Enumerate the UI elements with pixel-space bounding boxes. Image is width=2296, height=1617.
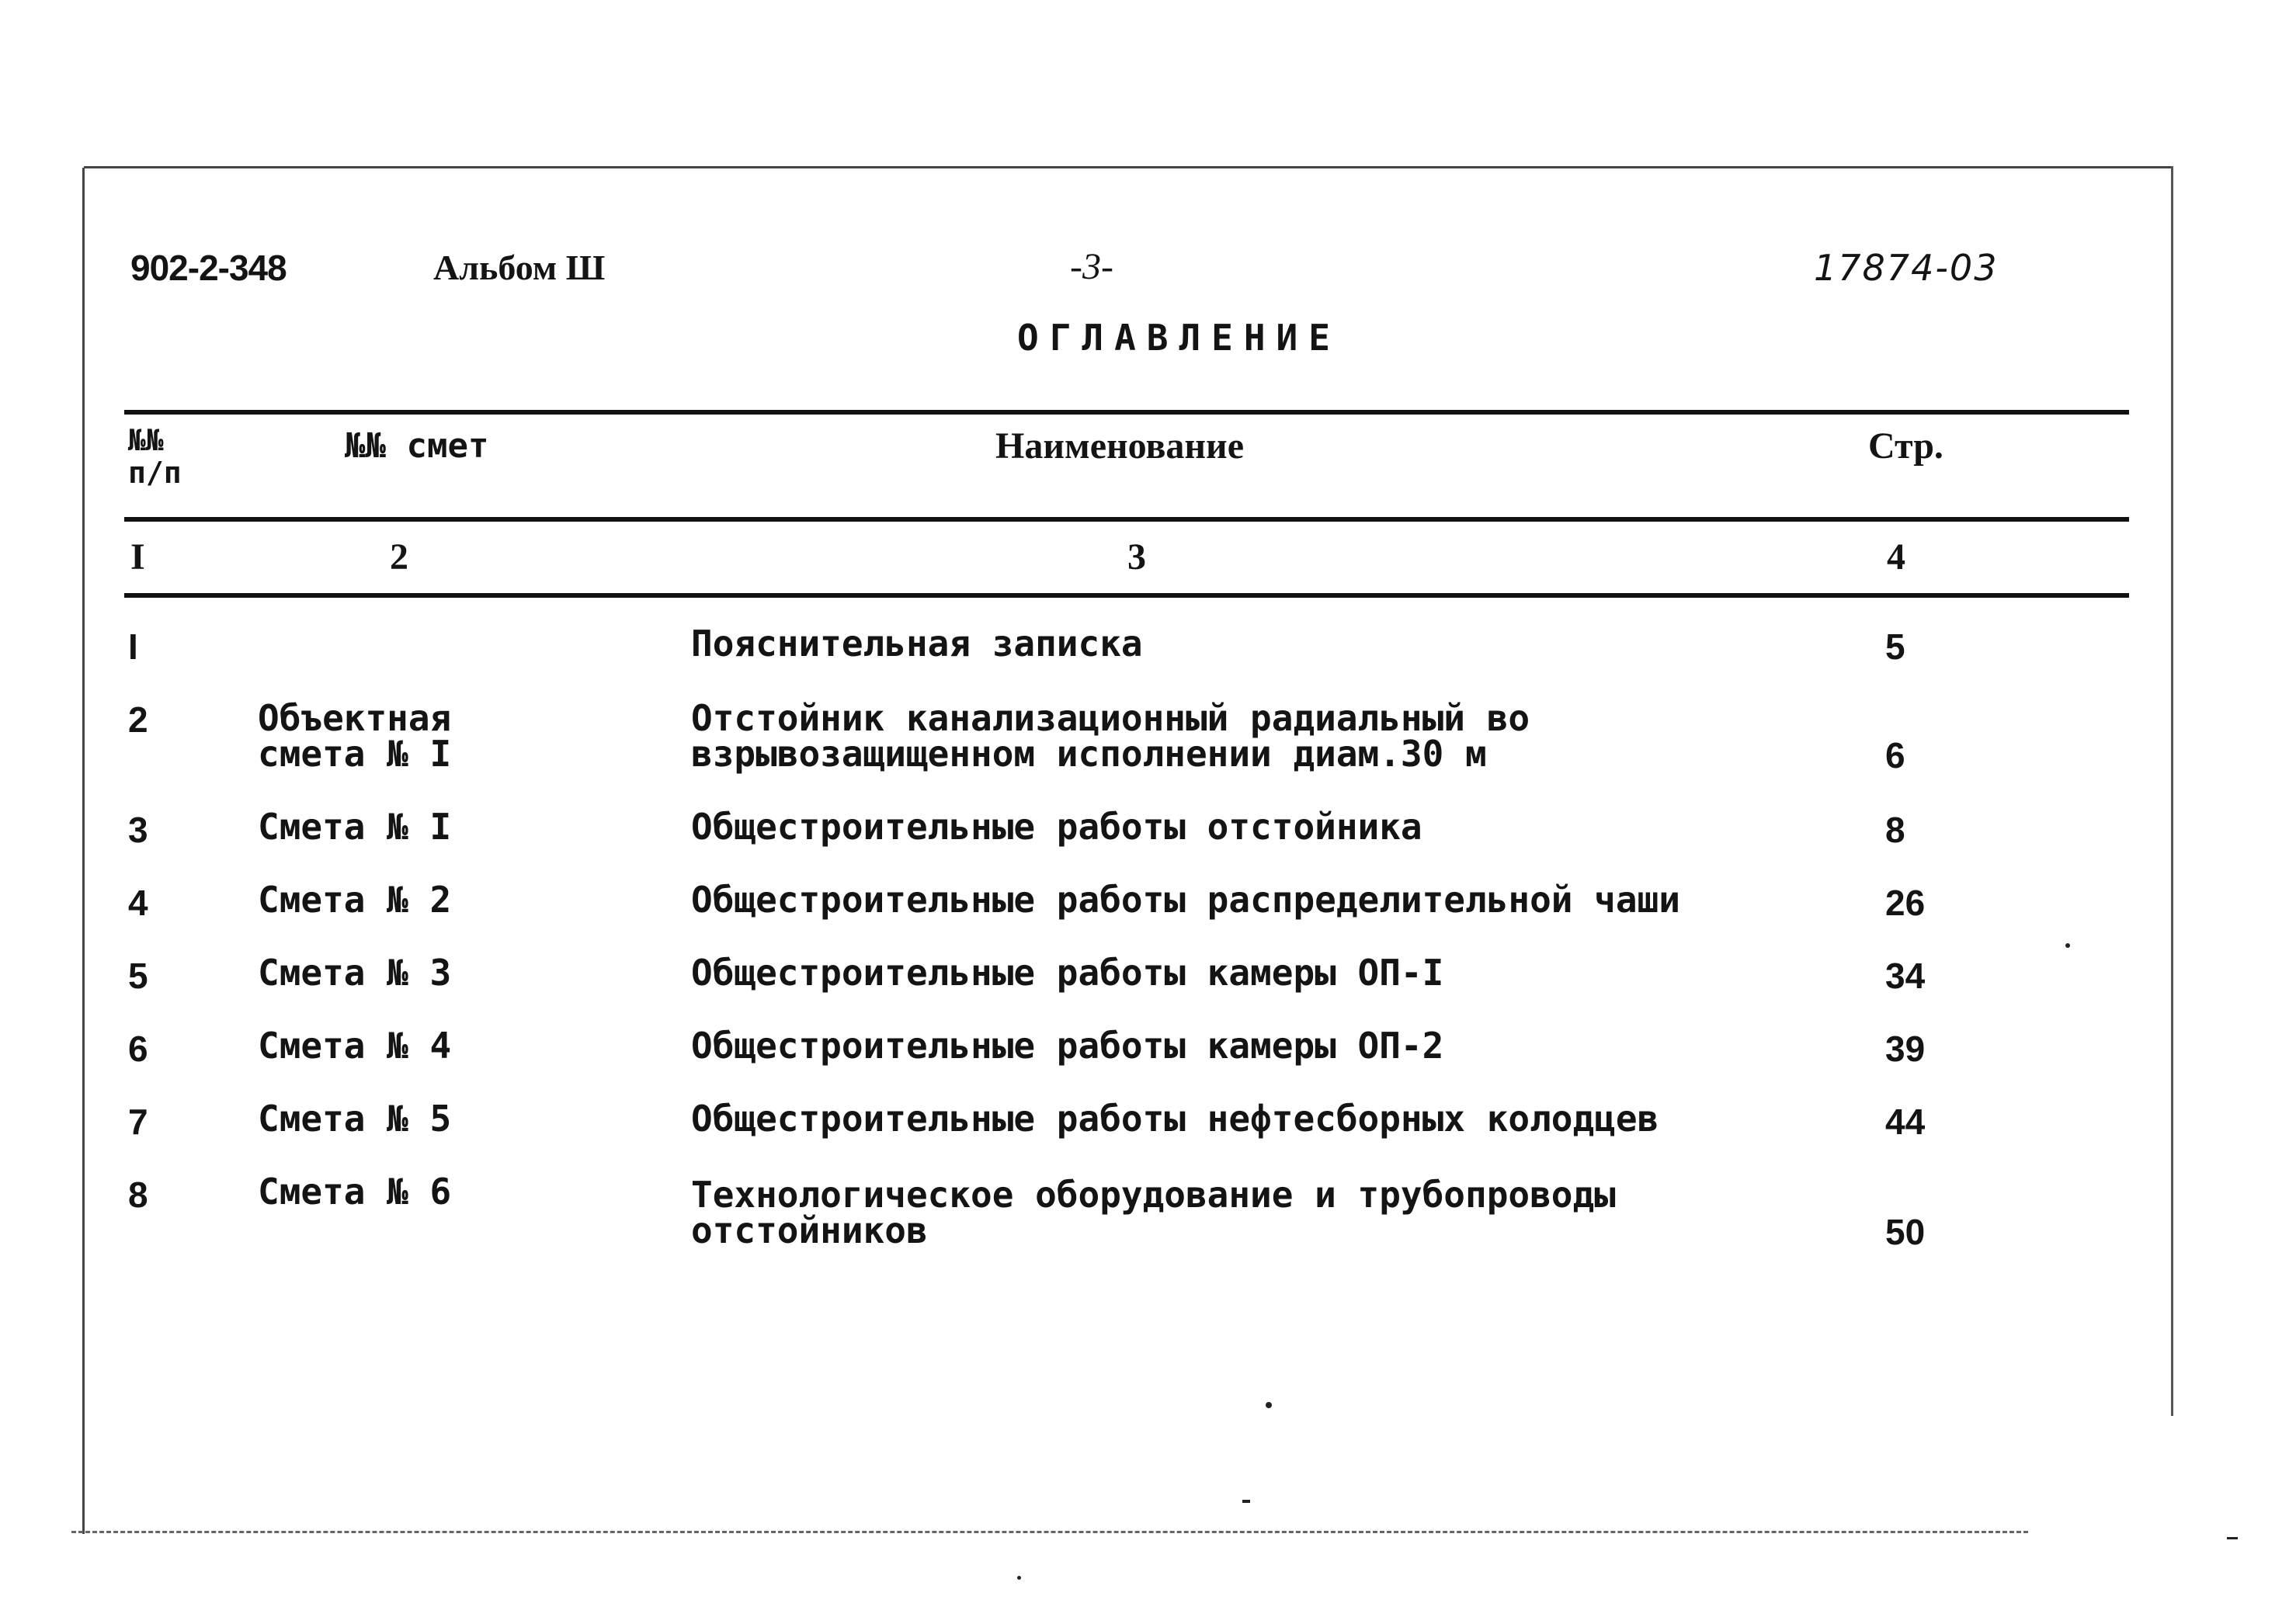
row-name: Общестроительные работы отстойника bbox=[691, 806, 1422, 848]
row-number: 6 bbox=[128, 1029, 148, 1069]
row-estimate: Смета № 3 bbox=[258, 952, 452, 994]
scan-speck bbox=[2227, 1537, 2238, 1539]
document-number: 17874-03 bbox=[1814, 247, 1999, 289]
row-page: 8 bbox=[1885, 810, 1905, 850]
column-number-4: 4 bbox=[1887, 536, 1905, 578]
row-number: 7 bbox=[128, 1102, 148, 1142]
scan-speck bbox=[1266, 1402, 1272, 1408]
page-number: -3- bbox=[1070, 246, 1113, 287]
row-number: 2 bbox=[128, 699, 148, 740]
row-estimate: Смета № 5 bbox=[258, 1098, 452, 1140]
row-estimate: Смета № 2 bbox=[258, 879, 452, 921]
column-header-estimate: №№ смет bbox=[345, 426, 489, 466]
column-number-2: 2 bbox=[390, 536, 408, 578]
row-page: 5 bbox=[1885, 626, 1905, 667]
row-page: 34 bbox=[1885, 956, 1926, 996]
row-name: Пояснительная записка bbox=[691, 623, 1143, 664]
row-number: I bbox=[128, 626, 138, 667]
column-number-1: I bbox=[130, 536, 145, 578]
frame-right-border bbox=[2171, 166, 2173, 1416]
row-page: 39 bbox=[1885, 1029, 1926, 1069]
column-header-number: №№ п/п bbox=[128, 423, 182, 490]
row-estimate: Смета № 6 bbox=[258, 1171, 452, 1213]
table-top-rule bbox=[124, 410, 2129, 415]
row-name: Общестроительные работы распределительной чаши bbox=[691, 879, 1680, 921]
column-number-3: 3 bbox=[1127, 536, 1146, 578]
document-code: 902-2-348 bbox=[130, 248, 287, 288]
scan-speck bbox=[1242, 1500, 1250, 1503]
row-name: Отстойник канализационный радиальный во взрывозащищенном исполнении диам.30 м bbox=[691, 697, 1530, 775]
row-estimate: Объектная смета № I bbox=[258, 697, 452, 775]
column-header-name: Наименование bbox=[995, 425, 1244, 467]
row-page: 6 bbox=[1885, 735, 1905, 776]
row-page: 50 bbox=[1885, 1212, 1926, 1252]
table-header-rule bbox=[124, 517, 2129, 522]
scan-speck bbox=[2065, 943, 2070, 948]
row-number: 4 bbox=[128, 883, 148, 923]
row-name: Общестроительные работы камеры ОП-2 bbox=[691, 1025, 1444, 1067]
column-header-page: Стр. bbox=[1868, 425, 1943, 467]
row-name: Общестроительные работы нефтесборных колодцев bbox=[691, 1098, 1659, 1140]
table-colnum-rule bbox=[124, 593, 2129, 598]
row-number: 3 bbox=[128, 810, 148, 850]
row-number: 8 bbox=[128, 1175, 148, 1215]
frame-top-border bbox=[84, 166, 2173, 168]
row-number: 5 bbox=[128, 956, 148, 996]
frame-left-border bbox=[82, 168, 85, 1534]
row-name: Общестроительные работы камеры ОП-I bbox=[691, 952, 1444, 994]
page-title: ОГЛАВЛЕНИЕ bbox=[1017, 317, 1341, 359]
row-page: 26 bbox=[1885, 883, 1926, 923]
row-page: 44 bbox=[1885, 1102, 1926, 1142]
row-estimate: Смета № 4 bbox=[258, 1025, 452, 1067]
scan-speck bbox=[1017, 1576, 1021, 1580]
row-estimate: Смета № I bbox=[258, 806, 452, 848]
frame-bottom-border bbox=[71, 1531, 2028, 1533]
row-name: Технологическое оборудование и трубопроводы отстойников bbox=[691, 1174, 1616, 1251]
album-label: Альбом Ш bbox=[433, 248, 606, 287]
